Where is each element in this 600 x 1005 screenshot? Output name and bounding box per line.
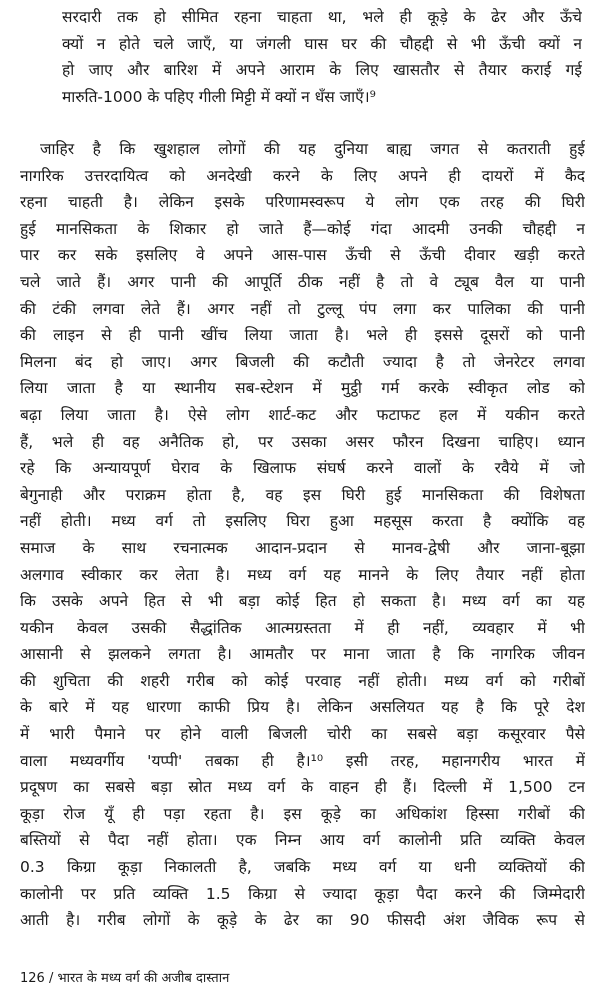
- body-line: कूड़ा रोज यूँ ही पड़ा रहता है। इस कूड़े का अधिकांश हिस्सा गरीबों की: [20, 804, 585, 823]
- body-line: की शुचिता की शहरी गरीब को कोई परवाह नहीं होती। मध्य वर्ग को गरीबों: [20, 671, 585, 690]
- page-footer: [20, 968, 229, 986]
- body-line: आती है। गरीब लोगों के कूड़े के ढेर का 90 फीसदी अंश जैविक रूप से: [20, 911, 585, 930]
- body-line: कि उसके अपने हित से भी बड़ा कोई हित हो सकता है। मध्य वर्ग का यह: [20, 592, 585, 611]
- quote-line: सरदारी तक हो सीमित रहना चाहता था, भले ही कूड़े के ढेर और ऊँचे: [62, 8, 582, 26]
- body-line: बस्तियों से पैदा नहीं होता। एक निम्न आय वर्ग कालोनी प्रति व्यक्ति केवल: [20, 831, 585, 850]
- body-line: नहीं होती। मध्य वर्ग तो इसलिए घिरा हुआ महसूस करता है क्योंकि वह: [20, 512, 585, 531]
- body-line: चले जाते हैं। अगर पानी की आपूर्ति ठीक नहीं है तो वे ट्यूब वैल या पानी: [20, 272, 585, 291]
- body-line: पार कर सके इसलिए वे अपने आस-पास ऊँची से ऊँची दीवार खड़ी करते: [20, 246, 585, 265]
- body-line: हैं, भले ही वह अनैतिक हो, पर उसका असर फौरन दिखना चाहिए। ध्यान: [20, 432, 585, 451]
- body-line: प्रदूषण का सबसे बड़ा स्रोत मध्य वर्ग के वाहन ही हैं। दिल्ली में 1,500 टन: [20, 778, 585, 797]
- body-line: की टंकी लगवा लेते हैं। अगर नहीं तो टुल्लू पंप लगा कर पालिका की पानी: [20, 299, 585, 318]
- page-number: 126: [20, 971, 45, 986]
- body-line: रहे कि अन्यायपूर्ण घेराव के खिलाफ संघर्ष करने वालों के रवैये में जो: [20, 459, 585, 478]
- indented-quote-block: [62, 4, 582, 110]
- body-line: समाज के साथ रचनात्मक आदान-प्रदान से मानव-द्वेषी और जाना-बूझा: [20, 538, 585, 557]
- body-line: मिलना बंद हो जाए। अगर बिजली की कटौती ज्यादा है तो जेनरेटर लगवा: [20, 352, 585, 371]
- body-line: में भारी पैमाने पर होने वाली बिजली चोरी का सबसे बड़ा कसूरवार पैसे: [20, 725, 585, 744]
- quote-line-last: मारुति-1000 के पहिए गीली मिट्टी में क्यों न धँस जाएँ।⁹: [62, 87, 376, 106]
- footer-separator: /: [48, 971, 54, 986]
- body-line: लिया जाता है या स्थानीय सब-स्टेशन में मुट्ठी गर्म करके स्वीकृत लोड को: [20, 379, 585, 398]
- body-line: यकीन केवल उसकी सैद्धांतिक आत्मग्रस्तता में ही नहीं, व्यवहार में भी: [20, 618, 585, 637]
- body-line: के बारे में यह धारणा काफी प्रिय है। लेकिन असलियत यह है कि पूरे देश: [20, 698, 585, 717]
- body-line: बढ़ा लिया जाता है। ऐसे लोग शार्ट-कट और फटाफट हल में यकीन करते: [20, 405, 585, 424]
- body-line: जाहिर है कि खुशहाल लोगों की यह दुनिया बाह्य जगत से कतराती हुई: [40, 140, 585, 158]
- body-line: आसानी से झलकने लगता है। आमतौर पर माना जाता है कि नागरिक जीवन: [20, 645, 585, 664]
- body-line: बेगुनाही और पराक्रम होता है, वह इस घिरी हुई मानसिकता की विशेषता: [20, 485, 585, 504]
- running-title: भारत के मध्य वर्ग की अजीब दास्तान: [57, 971, 230, 986]
- main-paragraph: [20, 136, 585, 934]
- body-line: वाला मध्यवर्गीय 'यप्पी' तबका ही है।¹⁰ इसी तरह, महानगरीय भारत में: [20, 751, 585, 770]
- quote-line: हो जाए और बारिश में अपने आराम के लिए खासतौर से तैयार कराई गई: [62, 61, 582, 79]
- body-line: कालोनी पर प्रति व्यक्ति 1.5 किग्रा से ज्यादा कूड़ा पैदा करने की जिम्मेदारी: [20, 884, 585, 903]
- body-line: की लाइन से ही पानी खींच लिया जाता है। भले ही इससे दूसरों को पानी: [20, 326, 585, 345]
- body-line: नागरिक उत्तरदायित्व को अनदेखी करने के लिए अपने ही दायरों में कैद: [20, 166, 585, 185]
- body-line: 0.3 किग्रा कूड़ा निकालती है, जबकि मध्य वर्ग या धनी व्यक्तियों की: [20, 858, 585, 877]
- body-line: रहना चाहती है। लेकिन इसके परिणामस्वरूप ये लोग एक तरह की घिरी: [20, 193, 585, 212]
- quote-line: क्यों न होते चले जाएँ, या जंगली घास घर की चौहद्दी से भी ऊँची क्यों न: [62, 34, 582, 53]
- body-line: अलगाव स्वीकार कर लेता है। मध्य वर्ग यह मानने के लिए तैयार नहीं होता: [20, 565, 585, 584]
- body-line: हुई मानसिकता के शिकार हो जाते हैं—कोई गंदा आदमी उनकी चौहद्दी न: [20, 219, 585, 238]
